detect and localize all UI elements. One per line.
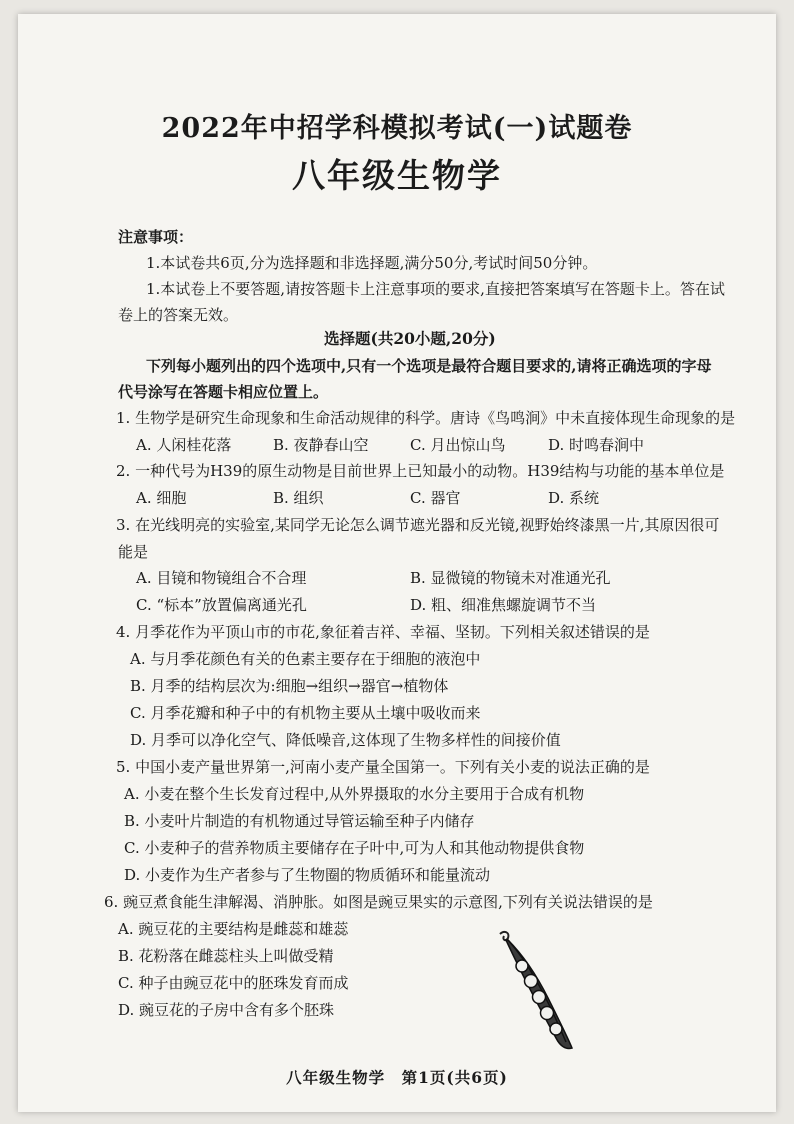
pea-pod-figure xyxy=(478,926,588,1056)
question-3-option-c: C. “标本”放置偏离通光孔 xyxy=(136,596,307,614)
section-instruction-cont: 代号涂写在答题卡相应位置上。 xyxy=(118,383,329,401)
pea-stalk xyxy=(500,932,508,940)
question-2-option-c: C. 器官 xyxy=(410,489,461,507)
pea-seed xyxy=(541,1007,554,1020)
question-4-option-b: B. 月季的结构层次为:细胞→组织→器官→植物体 xyxy=(130,677,449,695)
question-2-option-a: A. 细胞 xyxy=(136,489,187,507)
pea-seed xyxy=(525,975,538,988)
notice-item-2-cont: 卷上的答案无效。 xyxy=(118,306,239,324)
notice-item-1: 1.本试卷共6页,分为选择题和非选择题,满分50分,考试时间50分钟。 xyxy=(146,254,598,272)
section-title: 选择题(共20小题,20分) xyxy=(324,329,496,348)
exam-subject: 八年级生物学 xyxy=(292,156,502,195)
question-6-option-c: C. 种子由豌豆花中的胚珠发育而成 xyxy=(118,974,349,992)
question-3-option-a: A. 目镜和物镜组合不合理 xyxy=(136,569,307,587)
exam-title: 2022年中招学科模拟考试(一)试题卷 xyxy=(161,113,633,144)
question-3-option-b: B. 显微镜的物镜未对准通光孔 xyxy=(410,569,611,587)
question-1-option-d: D. 时鸣春涧中 xyxy=(548,436,645,454)
question-2-option-d: D. 系统 xyxy=(548,489,600,507)
pea-seed xyxy=(533,991,546,1004)
question-5-option-a: A. 小麦在整个生长发育过程中,从外界摄取的水分主要用于合成有机物 xyxy=(124,785,585,803)
question-4-option-d: D. 月季可以净化空气、降低噪音,这体现了生物多样性的间接价值 xyxy=(130,731,561,749)
question-6-option-a: A. 豌豆花的主要结构是雌蕊和雄蕊 xyxy=(118,920,349,938)
question-2-stem: 2. 一种代号为H39的原生动物是目前世界上已知最小的动物。H39结构与功能的基本单位是 xyxy=(116,462,725,480)
pea-seed xyxy=(550,1023,562,1035)
section-instruction: 下列每小题列出的四个选项中,只有一个选项是最符合题目要求的,请将正确选项的字母 xyxy=(146,357,712,375)
question-4-stem: 4. 月季花作为平顶山市的市花,象征着吉祥、幸福、坚韧。下列相关叙述错误的是 xyxy=(116,623,650,641)
question-5-stem: 5. 中国小麦产量世界第一,河南小麦产量全国第一。下列有关小麦的说法正确的是 xyxy=(116,758,650,776)
question-5-option-c: C. 小麦种子的营养物质主要储存在子叶中,可为人和其他动物提供食物 xyxy=(124,839,585,857)
question-1-stem: 1. 生物学是研究生命现象和生命活动规律的科学。唐诗《鸟鸣涧》中未直接体现生命现象的是 xyxy=(116,409,736,427)
question-6-option-b: B. 花粉落在雌蕊柱头上叫做受精 xyxy=(118,947,334,965)
question-1-option-c: C. 月出惊山鸟 xyxy=(410,436,506,454)
question-6-stem: 6. 豌豆煮食能生津解渴、消肿胀。如图是豌豆果实的示意图,下列有关说法错误的是 xyxy=(104,893,653,911)
question-4-option-c: C. 月季花瓣和种子中的有机物主要从土壤中吸收而来 xyxy=(130,704,481,722)
question-3-option-d: D. 粗、细准焦螺旋调节不当 xyxy=(410,596,597,614)
question-5-option-b: B. 小麦叶片制造的有机物通过导管运输至种子内储存 xyxy=(124,812,475,830)
notice-heading: 注意事项： xyxy=(118,228,194,246)
question-4-option-a: A. 与月季花颜色有关的色素主要存在于细胞的液泡中 xyxy=(130,650,481,668)
notice-item-2: 1.本试卷上不要答题,请按答题卡上注意事项的要求,直接把答案填写在答题卡上。答在试 xyxy=(146,280,725,298)
question-1-option-b: B. 夜静春山空 xyxy=(273,436,369,454)
exam-page xyxy=(18,14,776,1112)
question-3-stem: 3. 在光线明亮的实验室,某同学无论怎么调节遮光器和反光镜,视野始终漆黑一片,其原因很可 xyxy=(116,516,720,534)
page-footer: 八年级生物学 第1页(共6页) xyxy=(286,1068,508,1087)
question-1-option-a: A. 人闲桂花落 xyxy=(136,436,232,454)
question-3-stem-cont: 能是 xyxy=(118,543,149,561)
question-2-option-b: B. 组织 xyxy=(273,489,324,507)
question-5-option-d: D. 小麦作为生产者参与了生物圈的物质循环和能量流动 xyxy=(124,866,491,884)
pea-seed xyxy=(516,960,528,972)
question-6-option-d: D. 豌豆花的子房中含有多个胚珠 xyxy=(118,1001,335,1019)
